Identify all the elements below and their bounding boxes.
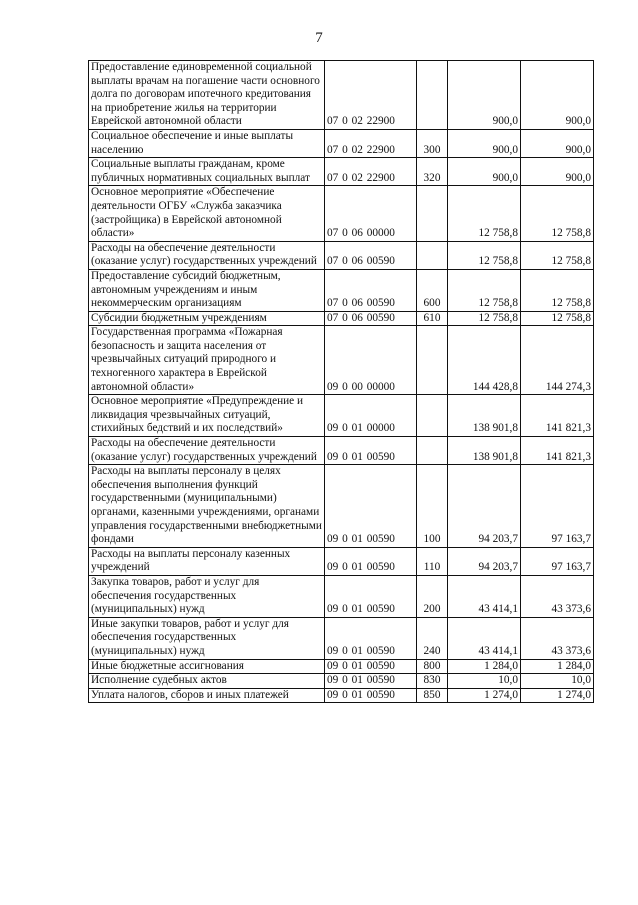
cell-value-year2: 43 373,6 xyxy=(521,617,594,659)
budget-table xyxy=(88,60,594,703)
cell-expense-type: 100 xyxy=(417,465,448,548)
cell-expense-type xyxy=(417,186,448,241)
cell-name: Иные бюджетные ассигнования xyxy=(89,659,325,674)
cell-code: 09 0 01 00590 xyxy=(325,547,417,575)
cell-code: 07 0 02 22900 xyxy=(325,158,417,186)
table-row xyxy=(89,186,594,241)
cell-value-year1: 12 758,8 xyxy=(448,311,521,326)
cell-name: Расходы на обеспечение деятельности (оказание услуг) государственных учреждений xyxy=(89,241,325,269)
cell-value-year1: 900,0 xyxy=(448,158,521,186)
cell-code: 07 0 02 22900 xyxy=(325,61,417,130)
table-row xyxy=(89,437,594,465)
cell-expense-type: 600 xyxy=(417,269,448,311)
table-body xyxy=(89,61,594,703)
cell-code: 09 0 01 00590 xyxy=(325,465,417,548)
cell-code: 07 0 06 00590 xyxy=(325,241,417,269)
cell-code: 09 0 01 00590 xyxy=(325,617,417,659)
cell-expense-type: 200 xyxy=(417,575,448,617)
cell-code: 07 0 06 00590 xyxy=(325,269,417,311)
cell-value-year1: 1 274,0 xyxy=(448,688,521,703)
cell-value-year2: 12 758,8 xyxy=(521,269,594,311)
cell-code: 09 0 01 00590 xyxy=(325,575,417,617)
cell-code: 07 0 06 00590 xyxy=(325,311,417,326)
cell-value-year1: 1 284,0 xyxy=(448,659,521,674)
cell-code: 07 0 02 22900 xyxy=(325,129,417,157)
cell-value-year2: 97 163,7 xyxy=(521,465,594,548)
cell-expense-type: 240 xyxy=(417,617,448,659)
table-row xyxy=(89,547,594,575)
cell-value-year1: 12 758,8 xyxy=(448,186,521,241)
cell-name: Основное мероприятие «Обеспечение деятельности ОГБУ «Служба заказчика (застройщика) в Еврейской автономной области» xyxy=(89,186,325,241)
table-row xyxy=(89,465,594,548)
cell-expense-type: 300 xyxy=(417,129,448,157)
cell-value-year1: 12 758,8 xyxy=(448,241,521,269)
cell-value-year1: 12 758,8 xyxy=(448,269,521,311)
cell-value-year1: 900,0 xyxy=(448,129,521,157)
table-row xyxy=(89,129,594,157)
cell-value-year1: 10,0 xyxy=(448,674,521,689)
cell-code: 09 0 01 00590 xyxy=(325,674,417,689)
cell-expense-type xyxy=(417,395,448,437)
cell-value-year2: 12 758,8 xyxy=(521,186,594,241)
cell-name: Расходы на выплаты персоналу в целях обеспечения выполнения функций государственными (муниципальными) органами, казенными учреждениями, органами управления государственными внебюджетными фондами xyxy=(89,465,325,548)
cell-name: Субсидии бюджетным учреждениям xyxy=(89,311,325,326)
cell-name: Расходы на обеспечение деятельности (оказание услуг) государственных учреждений xyxy=(89,437,325,465)
table-row xyxy=(89,395,594,437)
cell-value-year2: 141 821,3 xyxy=(521,437,594,465)
cell-name: Предоставление субсидий бюджетным, автономным учреждениям и иным некоммерческим организациям xyxy=(89,269,325,311)
cell-value-year1: 138 901,8 xyxy=(448,395,521,437)
table-row xyxy=(89,269,594,311)
cell-value-year2: 10,0 xyxy=(521,674,594,689)
cell-expense-type xyxy=(417,437,448,465)
table-row xyxy=(89,688,594,703)
cell-code: 09 0 01 00000 xyxy=(325,395,417,437)
cell-code: 09 0 01 00590 xyxy=(325,659,417,674)
cell-name: Социальные выплаты гражданам, кроме публичных нормативных социальных выплат xyxy=(89,158,325,186)
cell-value-year2: 141 821,3 xyxy=(521,395,594,437)
table-row xyxy=(89,617,594,659)
cell-value-year2: 12 758,8 xyxy=(521,241,594,269)
cell-expense-type xyxy=(417,241,448,269)
cell-value-year1: 94 203,7 xyxy=(448,547,521,575)
cell-value-year1: 138 901,8 xyxy=(448,437,521,465)
cell-value-year1: 900,0 xyxy=(448,61,521,130)
cell-value-year2: 900,0 xyxy=(521,129,594,157)
cell-value-year2: 1 284,0 xyxy=(521,659,594,674)
cell-expense-type: 110 xyxy=(417,547,448,575)
table-row xyxy=(89,311,594,326)
cell-value-year2: 12 758,8 xyxy=(521,311,594,326)
cell-code: 09 0 01 00590 xyxy=(325,688,417,703)
cell-name: Основное мероприятие «Предупреждение и ликвидация чрезвычайных ситуаций, стихийных бедствий и их последствий» xyxy=(89,395,325,437)
table-row xyxy=(89,241,594,269)
cell-value-year1: 94 203,7 xyxy=(448,465,521,548)
cell-code: 09 0 01 00590 xyxy=(325,437,417,465)
cell-expense-type: 830 xyxy=(417,674,448,689)
cell-code: 09 0 00 00000 xyxy=(325,326,417,395)
table-row xyxy=(89,158,594,186)
cell-expense-type xyxy=(417,61,448,130)
cell-name: Исполнение судебных актов xyxy=(89,674,325,689)
cell-expense-type: 320 xyxy=(417,158,448,186)
cell-name: Закупка товаров, работ и услуг для обеспечения государственных (муниципальных) нужд xyxy=(89,575,325,617)
table-row xyxy=(89,575,594,617)
cell-value-year1: 43 414,1 xyxy=(448,575,521,617)
page-number: 7 xyxy=(315,30,323,46)
cell-name: Иные закупки товаров, работ и услуг для обеспечения государственных (муниципальных) нужд xyxy=(89,617,325,659)
cell-expense-type: 800 xyxy=(417,659,448,674)
cell-value-year2: 43 373,6 xyxy=(521,575,594,617)
cell-value-year2: 900,0 xyxy=(521,61,594,130)
table-row xyxy=(89,659,594,674)
table-row xyxy=(89,326,594,395)
table-row xyxy=(89,674,594,689)
cell-name: Уплата налогов, сборов и иных платежей xyxy=(89,688,325,703)
cell-value-year2: 144 274,3 xyxy=(521,326,594,395)
cell-value-year2: 900,0 xyxy=(521,158,594,186)
cell-name: Предоставление единовременной социальной выплаты врачам на погашение части основного долга по договорам ипотечного кредитования на приобретение жилья на территории Еврейской автономной области xyxy=(89,61,325,130)
cell-value-year2: 1 274,0 xyxy=(521,688,594,703)
cell-value-year2: 97 163,7 xyxy=(521,547,594,575)
cell-name: Государственная программа «Пожарная безопасность и защита населения от чрезвычайных ситуаций природного и техногенного характера в Еврейской автономной области» xyxy=(89,326,325,395)
cell-expense-type: 610 xyxy=(417,311,448,326)
cell-expense-type xyxy=(417,326,448,395)
cell-code: 07 0 06 00000 xyxy=(325,186,417,241)
table-row xyxy=(89,61,594,130)
cell-name: Расходы на выплаты персоналу казенных учреждений xyxy=(89,547,325,575)
cell-expense-type: 850 xyxy=(417,688,448,703)
cell-value-year1: 43 414,1 xyxy=(448,617,521,659)
cell-value-year1: 144 428,8 xyxy=(448,326,521,395)
cell-name: Социальное обеспечение и иные выплаты населению xyxy=(89,129,325,157)
